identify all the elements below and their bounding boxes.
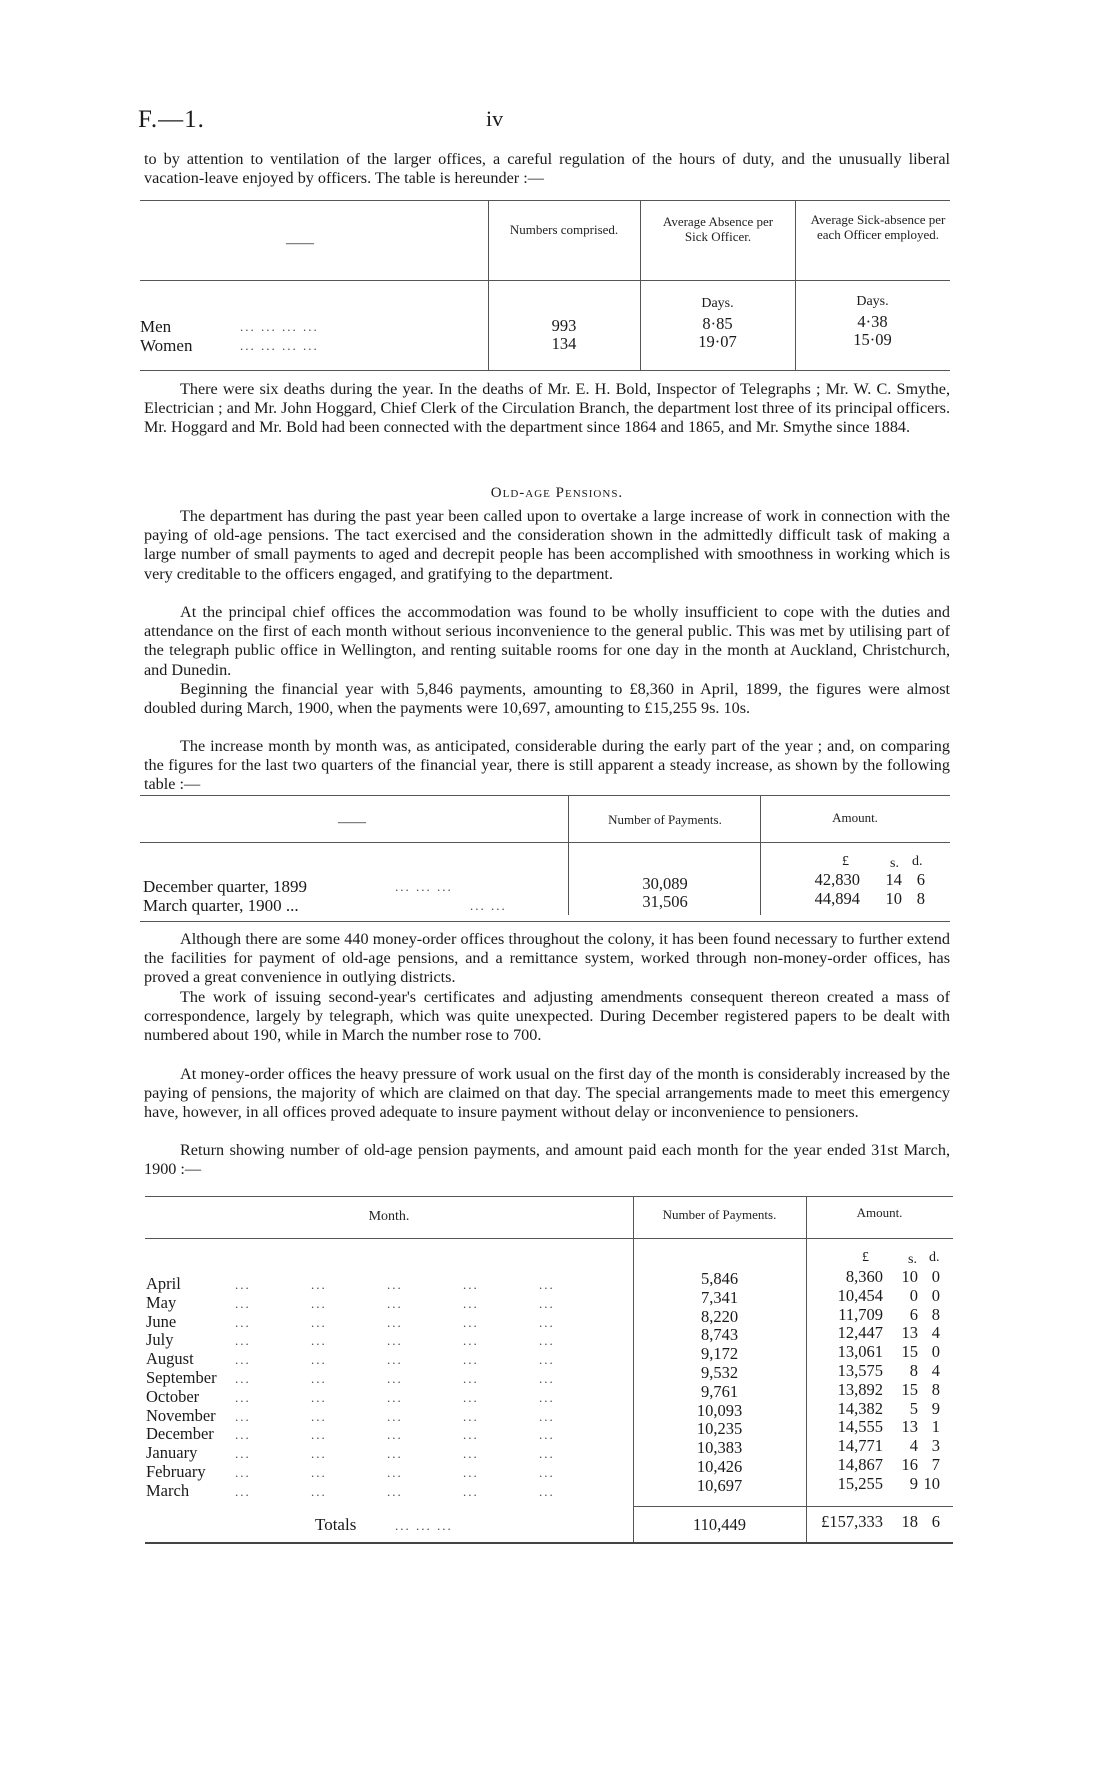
- pension-paragraph: Beginning the financial year with 5,846 payments, amounting to £8,360 in April, 1899, the figures were almost doubled during March, 1900, when the payments were 10,697, amounting to £15,255 9s. 10s.: [144, 680, 950, 718]
- table-bottom-rule: [140, 921, 950, 922]
- payments-cell: 9,532: [700, 1363, 739, 1382]
- totals-label: Totals: [315, 1515, 357, 1534]
- pension-paragraph: At the principal chief offices the accommodation was found to be wholly insufficient to cope with the duties and attendance on the first of each month without serious inconvenience to the general public. This was met by utilising part of the telegraph public office in Wellington, and renting suitable rooms for one day in the month at Auckland, Christchurch, and Dunedin.: [144, 603, 950, 679]
- pence-unit: d.: [912, 854, 923, 869]
- pounds-cell: 14,555: [837, 1417, 883, 1437]
- month-label: December: [146, 1424, 214, 1444]
- shillings-cell: 16: [901, 1455, 918, 1474]
- avg-sick-header: Average Sick-absence per each Officer employed.: [810, 212, 946, 242]
- leader-dots: ... ... ... ... ...: [235, 1408, 555, 1424]
- leader-dots: ... ... ... ... ...: [235, 1277, 555, 1292]
- days-unit: Days.: [701, 296, 734, 311]
- table-top-rule: [140, 200, 950, 201]
- pence-cell: 8: [931, 1304, 940, 1324]
- leader-dots: ... ... ... ... ...: [235, 1295, 555, 1311]
- payments-cell: 30,089: [642, 874, 688, 893]
- payments-cell: 9,761: [700, 1381, 739, 1401]
- pence-cell: 4: [931, 1361, 940, 1380]
- leader-dots: ... ... ... ... ...: [235, 1446, 555, 1462]
- month-header: Month.: [368, 1209, 410, 1224]
- shillings-cell: 14: [885, 870, 902, 889]
- payments-cell: 10,697: [696, 1475, 743, 1495]
- pension-paragraph: The increase month by month was, as anticipated, considerable during the early part of the year ; and, on comparing the figures for the last two quarters of the financial year, there is still apparent a steady increase, as shown by the following table :—: [144, 737, 950, 794]
- pence-cell: 0: [931, 1267, 940, 1286]
- payments-header: Number of Payments.: [662, 1207, 777, 1222]
- pence-cell: 8: [931, 1379, 940, 1399]
- shillings-unit: s.: [890, 856, 899, 871]
- header-rule: [145, 1238, 953, 1239]
- pence-cell: 0: [931, 1342, 940, 1362]
- shillings-unit: s.: [908, 1252, 917, 1267]
- shillings-cell: 4: [909, 1436, 918, 1456]
- total-shillings: 18: [901, 1512, 918, 1531]
- page-number: iv: [486, 106, 504, 131]
- deaths-paragraph: There were six deaths during the year. In the deaths of Mr. E. H. Bold, Inspector of Telegraphs ; Mr. W. C. Smythe, Electrician ; and Mr. John Hoggard, Chief Clerk of the Circulation Branch, the department lost three of its principal officers. Mr. Hoggard and Mr. Bold had been connected with the department since 1864 and 1865, and Mr. Smythe since 1884.: [144, 380, 950, 437]
- shillings-cell: 0: [909, 1285, 918, 1305]
- month-label: May: [146, 1292, 177, 1312]
- month-label: September: [146, 1368, 217, 1387]
- leader-dots: ... ... ... ...: [240, 319, 319, 334]
- pounds-cell: 14,382: [837, 1398, 883, 1418]
- numbers-cell: 134: [551, 334, 577, 353]
- pence-cell: 4: [931, 1323, 940, 1343]
- avg-absence-header: Average Absence per Sick Officer.: [662, 214, 774, 244]
- payments-cell: 7,341: [700, 1287, 739, 1307]
- leader-dots: ... ... ... ... ...: [235, 1427, 555, 1443]
- pounds-cell: 42,830: [814, 870, 860, 889]
- payments-cell: 10,383: [696, 1438, 743, 1458]
- shillings-cell: 6: [909, 1304, 918, 1324]
- section-heading: Old-age Pensions.: [490, 485, 624, 501]
- pounds-cell: 15,255: [837, 1473, 883, 1493]
- shillings-cell: 8: [909, 1361, 918, 1380]
- numbers-cell: 993: [551, 316, 577, 335]
- after-paragraph: Although there are some 440 money-order offices throughout the colony, it has been found necessary to further extend the facilities for payment of old-age pensions, and a remittance system, worked through non-money-order offices, has proved a great convenience in outlying districts.: [144, 930, 950, 987]
- pounds-cell: 13,575: [837, 1361, 883, 1380]
- shillings-cell: 13: [901, 1417, 918, 1437]
- pence-cell: 6: [916, 870, 925, 889]
- pounds-cell: 44,894: [814, 889, 860, 908]
- pence-cell: 9: [931, 1398, 940, 1418]
- leader-dots: ... ... ...: [395, 1518, 453, 1533]
- table-top-rule: [140, 795, 950, 796]
- blank-header: ——: [286, 236, 314, 251]
- row-label: Men: [140, 317, 172, 336]
- pounds-unit: £: [862, 1250, 869, 1265]
- avg-absence-cell: 8·85: [702, 314, 733, 333]
- payments-header: Number of Payments.: [608, 812, 722, 827]
- leader-dots: ... ... ... ... ...: [235, 1465, 555, 1480]
- month-label: August: [146, 1349, 194, 1369]
- shillings-cell: 10: [901, 1267, 918, 1286]
- pence-unit: d.: [929, 1250, 940, 1265]
- leader-dots: ... ... ... ... ...: [235, 1483, 555, 1499]
- total-payments: 110,449: [692, 1515, 746, 1534]
- pounds-cell: 10,454: [837, 1285, 883, 1305]
- table-bottom-rule: [140, 370, 950, 371]
- shillings-cell: 10: [885, 889, 902, 908]
- leader-dots: ... ... ... ... ...: [235, 1333, 555, 1349]
- leader-dots: ... ...: [470, 898, 507, 913]
- month-label: February: [146, 1462, 206, 1481]
- payments-cell: 10,235: [696, 1419, 743, 1439]
- month-label: June: [146, 1311, 177, 1331]
- shillings-cell: 15: [901, 1342, 918, 1362]
- month-label: July: [146, 1330, 174, 1350]
- after-paragraph: Return showing number of old-age pension payments, and amount paid each month for the year ended 31st March, 1900 :—: [144, 1141, 950, 1179]
- pounds-cell: 12,447: [837, 1323, 883, 1343]
- pence-cell: 3: [931, 1436, 940, 1456]
- leader-dots: ... ... ... ... ...: [235, 1314, 555, 1330]
- payments-cell: 9,172: [700, 1344, 739, 1364]
- row-label: Women: [140, 336, 193, 355]
- leader-dots: ... ... ... ... ...: [235, 1371, 555, 1386]
- month-label: March: [146, 1480, 190, 1500]
- pension-paragraph: The department has during the past year been called upon to overtake a large increase of work in connection with the paying of old-age pensions. The tact exercised and the consideration shown in the admittedly difficult task of making a large number of small payments to aged and decrepit people has been accomplished with smoothness in working which is very creditable to the officers engaged, and gratifying to the department.: [144, 507, 950, 583]
- table-bottom-rule: [145, 1542, 953, 1544]
- leader-dots: ... ... ... ... ...: [235, 1389, 555, 1405]
- month-label: April: [146, 1274, 181, 1293]
- month-label: November: [146, 1405, 216, 1425]
- payments-cell: 5,846: [700, 1269, 739, 1288]
- shillings-cell: 13: [901, 1323, 918, 1343]
- leader-dots: ... ... ... ...: [240, 338, 319, 353]
- totals-rule: [633, 1506, 953, 1507]
- leader-dots: ... ... ... ... ...: [235, 1352, 555, 1368]
- amount-header: Amount.: [832, 810, 878, 825]
- shillings-cell: 15: [901, 1379, 918, 1399]
- row-label: December quarter, 1899: [143, 877, 308, 896]
- payments-cell: 31,506: [642, 892, 688, 911]
- col-divider: [568, 795, 569, 915]
- avg-sick-cell: 4·38: [857, 312, 888, 331]
- header-rule: [140, 842, 950, 843]
- pounds-unit: £: [842, 854, 849, 869]
- numbers-header: Numbers comprised.: [509, 222, 619, 237]
- shillings-cell: 5: [909, 1398, 918, 1418]
- month-label: October: [146, 1386, 200, 1406]
- pence-cell: 10: [923, 1473, 940, 1493]
- after-paragraph: At money-order offices the heavy pressure of work usual on the first day of the month is considerably increased by the paying of pensions, the majority of which are claimed on that day. The special arrangements made to meet this emergency have, however, in all offices proved adequate to insure payment without delay or inconvenience to pensioners.: [144, 1065, 950, 1122]
- after-paragraph: The work of issuing second-year's certificates and adjusting amendments consequent thereon created a mass of correspondence, largely by telegraph, which was quite unexpected. During December registered papers to be dealt with numbered about 190, while in March the number rose to 700.: [144, 988, 950, 1045]
- total-pence: 6: [931, 1512, 940, 1531]
- month-label: January: [146, 1443, 198, 1463]
- payments-cell: 10,093: [696, 1400, 743, 1420]
- blank-header: ——: [338, 815, 366, 830]
- avg-sick-cell: 15·09: [853, 330, 892, 349]
- payments-cell: 10,426: [696, 1457, 743, 1476]
- amount-header: Amount.: [856, 1205, 903, 1220]
- leader-dots: ... ... ...: [395, 879, 453, 894]
- shillings-cell: 9: [909, 1473, 918, 1493]
- section-reference: F.—1.: [138, 106, 205, 133]
- days-unit: Days.: [856, 294, 889, 309]
- avg-absence-cell: 19·07: [698, 332, 737, 351]
- pounds-cell: 13,061: [837, 1342, 883, 1362]
- payments-cell: 8,220: [700, 1306, 739, 1326]
- pence-cell: 0: [931, 1285, 940, 1305]
- payments-cell: 8,743: [700, 1325, 739, 1345]
- total-pounds: £157,333: [821, 1512, 883, 1531]
- header-rule: [140, 280, 950, 281]
- pounds-cell: 14,771: [837, 1436, 883, 1456]
- pounds-cell: 8,360: [845, 1267, 883, 1286]
- pounds-cell: 13,892: [837, 1379, 883, 1399]
- pounds-cell: 14,867: [837, 1455, 883, 1474]
- pence-cell: 7: [931, 1455, 940, 1474]
- pounds-cell: 11,709: [838, 1304, 883, 1324]
- pence-cell: 8: [916, 889, 925, 908]
- row-label: March quarter, 1900 ...: [143, 896, 299, 915]
- table-top-rule: [145, 1196, 953, 1197]
- intro-paragraph: to by attention to ventilation of the larger offices, a careful regulation of the hours of duty, and the unusually liberal vacation-leave enjoyed by officers. The table is hereunder :—: [144, 150, 950, 188]
- pence-cell: 1: [931, 1417, 940, 1437]
